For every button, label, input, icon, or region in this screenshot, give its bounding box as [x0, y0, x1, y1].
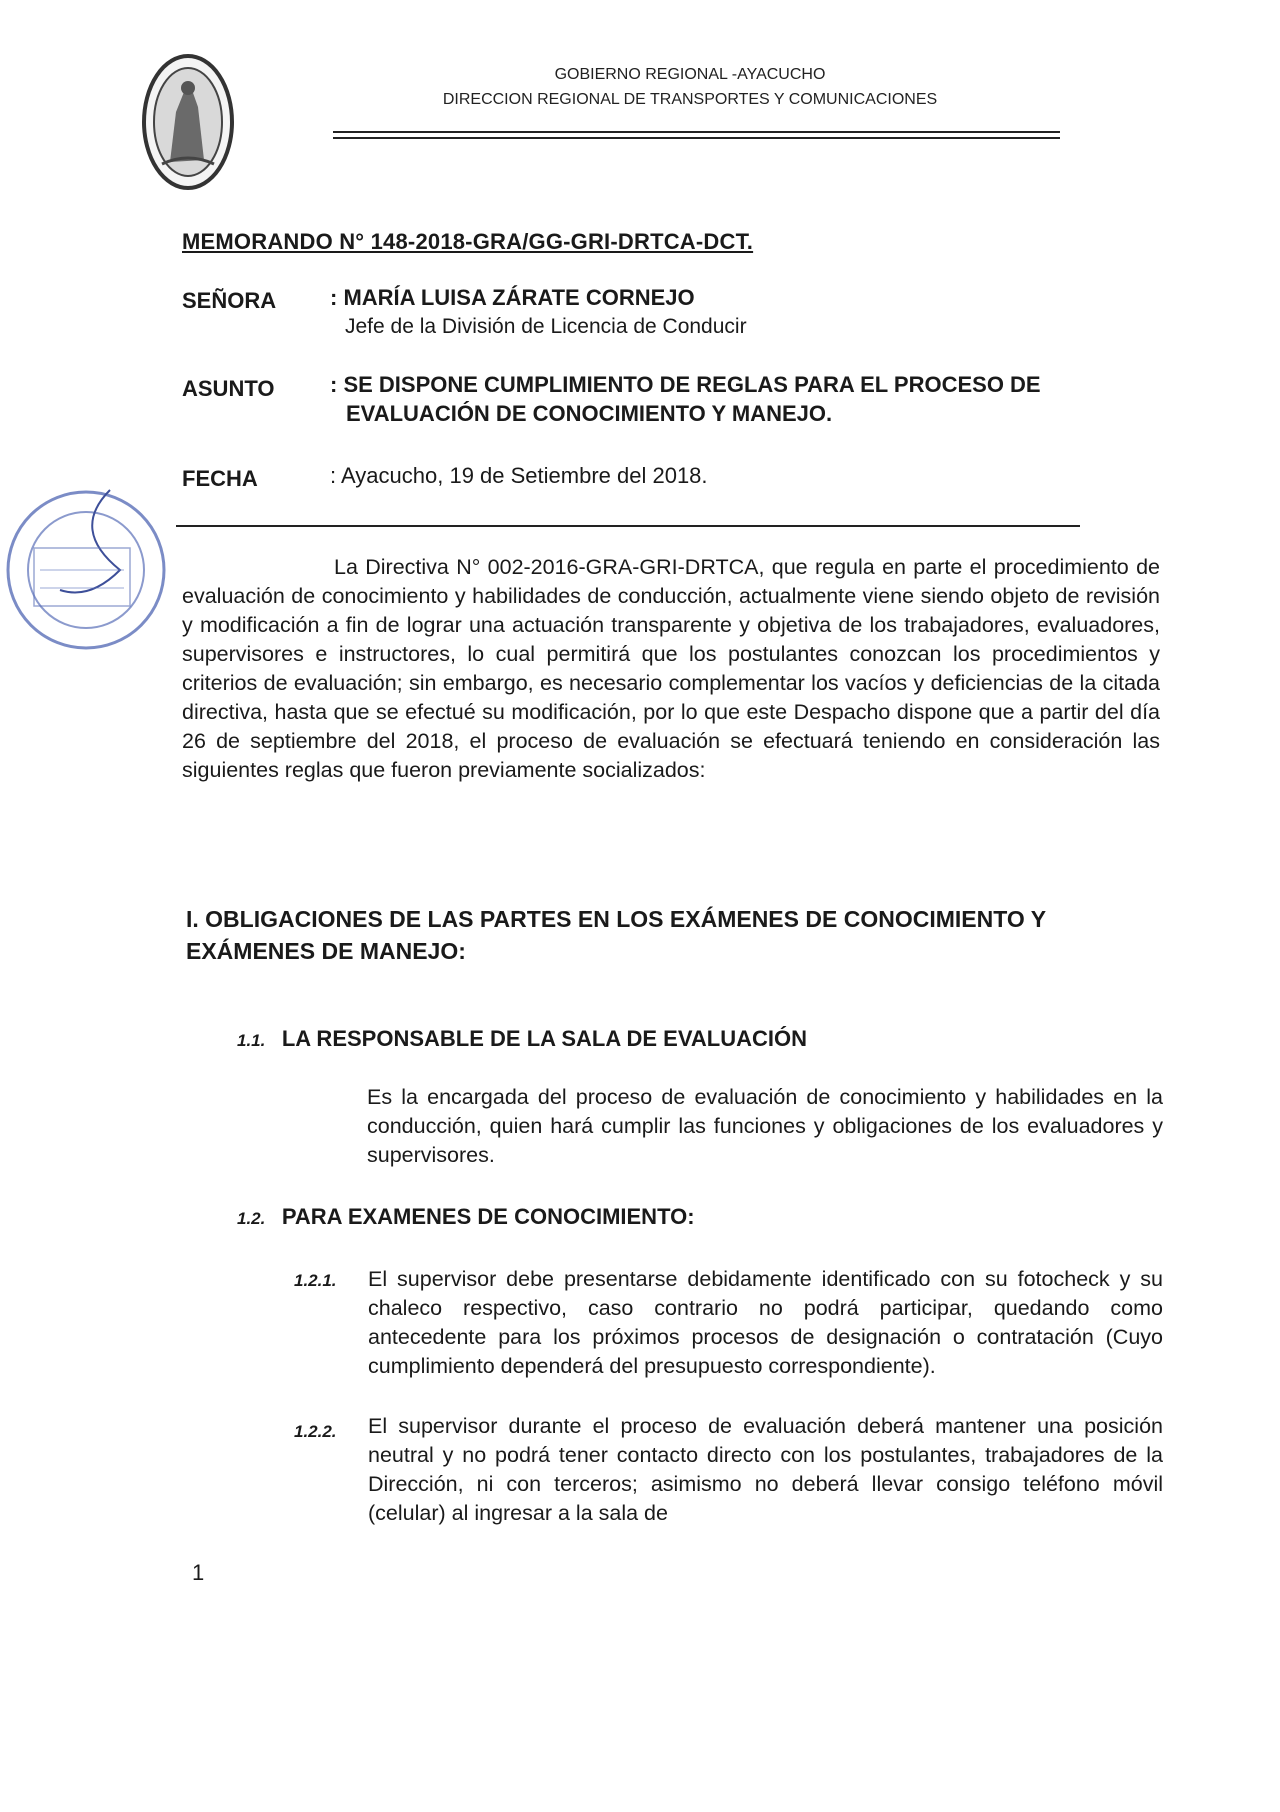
subsection-1-1-text: Es la encargada del proceso de evaluación de conocimiento y habilidades en la conducción, quien hará cumplir las funciones y obligaciones de los evaluadores y supervisores. — [367, 1085, 1163, 1167]
recipient-name: : MARÍA LUISA ZÁRATE CORNEJO — [330, 285, 695, 310]
subsection-1-2-number: 1.2. — [237, 1209, 266, 1228]
recipient-role: Jefe de la División de Licencia de Conducir — [345, 315, 747, 338]
subject-line-2: EVALUACIÓN DE CONOCIMIENTO Y MANEJO. — [346, 401, 833, 426]
memo-title: MEMORANDO N° 148-2018-GRA/GG-GRI-DRTCA-DCT. — [182, 229, 754, 254]
subsection-1-1-title: LA RESPONSABLE DE LA SALA DE EVALUACIÓN — [281, 1026, 807, 1051]
header-rule-top — [333, 131, 1060, 133]
regional-government-seal-icon — [140, 52, 236, 192]
date-label: FECHA — [182, 466, 258, 491]
subsection-1-1-number: 1.1. — [237, 1031, 266, 1050]
item-1-2-2-text: El supervisor durante el proceso de evaluación deberá mantener una posición neutral y no podrá tener contacto directo con los postulantes, trabajadores de la Dirección, ni con terceros; asimismo no deberá llevar consigo teléfono móvil (celular) al ingresar a la sala de — [368, 1414, 1163, 1525]
subsection-1-1-heading — [237, 1026, 807, 1052]
director-stamp-icon — [0, 470, 172, 670]
page-number: 1 — [192, 1560, 205, 1585]
subject-label: ASUNTO — [182, 376, 275, 401]
subsection-1-2-title: PARA EXAMENES DE CONOCIMIENTO: — [281, 1204, 695, 1229]
section-title: I. OBLIGACIONES DE LAS PARTES EN LOS EXÁMENES DE CONOCIMIENTO Y EXÁMENES DE MANEJO: — [186, 906, 1046, 964]
subject-line-1: : SE DISPONE CUMPLIMIENTO DE REGLAS PARA EL PROCESO DE — [330, 372, 1041, 397]
memo-divider — [176, 525, 1080, 527]
org-line-1: GOBIERNO REGIONAL -AYACUCHO — [554, 66, 826, 83]
intro-paragraph: La Directiva N° 002-2016-GRA-GRI-DRTCA, que regula en parte el procedimiento de evaluación de conocimiento y habilidades de conducción, actualmente viene siendo objeto de revisión y modificación a fin de lograr una actuación transparente y objetiva de los trabajadores, evaluadores, supervisores e instructores, lo cual permitirá que los postulantes conozcan los procedimientos y criterios de evaluación; sin embargo, es necesario complementar los vacíos y deficiencias de la citada directiva, hasta que se efectué su modificación, por lo que este Despacho dispone que a partir del día 26 de septiembre del 2018, el proceso de evaluación se efectuará teniendo en consideración las siguientes reglas que fueron previamente socializados: — [182, 555, 1160, 782]
org-line-2: DIRECCION REGIONAL DE TRANSPORTES Y COMUNICACIONES — [442, 91, 938, 108]
header-rule-bottom — [333, 137, 1060, 139]
recipient-label: SEÑORA — [182, 288, 277, 313]
item-1-2-2-number: 1.2.2. — [294, 1422, 337, 1441]
item-1-2-1-text: El supervisor debe presentarse debidamente identificado con su fotocheck y su chaleco respectivo, caso contrario no podrá participar, quedando como antecedente para los próximos procesos de designación o contratación (Cuyo cumplimiento dependerá del presupuesto correspondiente). — [368, 1267, 1163, 1378]
subsection-1-2-heading — [237, 1204, 695, 1230]
item-1-2-1-number: 1.2.1. — [294, 1271, 337, 1290]
date-value: : Ayacucho, 19 de Setiembre del 2018. — [330, 463, 708, 488]
